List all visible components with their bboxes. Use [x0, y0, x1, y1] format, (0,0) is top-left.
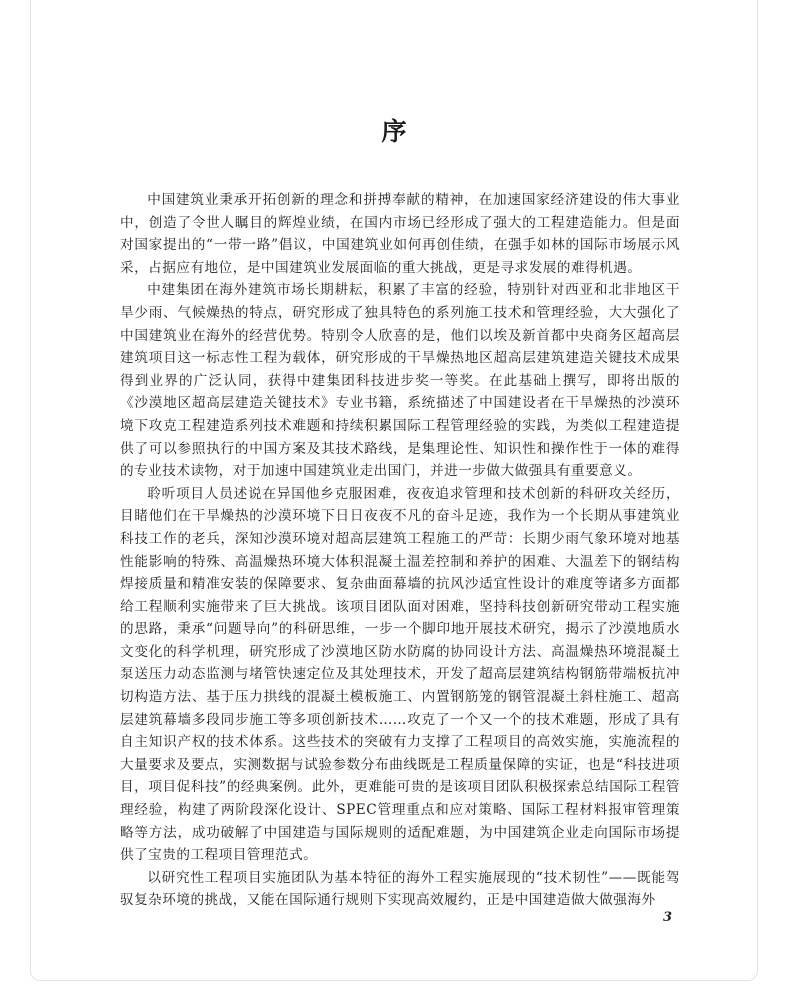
preface-body [120, 189, 680, 912]
paragraph-3: 聆听项目人员述说在异国他乡克服困难，夜夜追求管理和技术创新的科研攻关经历，目睹他们在干旱燥热的沙漠环境下日日夜夜不凡的奋斗足迹，我作为一个长期从事建筑业科技工作的老兵，深知沙漠环境对超高层建筑工程施工的严苛：长期少雨气象环境对地基性能影响的特殊、高温燥热环境大体积混凝土温差控制和养护的困难、大温差下的钢结构焊接质量和精准安装的保障要求、复杂曲面幕墙的抗风沙适宜性设计的难度等诸多方面都给工程顺利实施带来了巨大挑战。该项目团队面对困难，坚持科技创新研究带动工程实施的思路，秉承“问题导向”的科研思维，一步一个脚印地开展技术研究，揭示了沙漠地质水文变化的科学机理，研究形成了沙漠地区防水防腐的协同设计方法、高温燥热环境混凝土泵送压力动态监测与堵管快速定位及其处理技术，开发了超高层建筑结构钢筋带端板抗冲切构造方法、基于压力拱线的混凝土模板施工、内置钢筋笼的钢管混凝土斜柱施工、超高层建筑幕墙多段同步施工等多项创新技术……攻克了一个又一个的技术难题，形成了具有自主知识产权的技术体系。这些技术的突破有力支撑了工程项目的高效实施，实施流程的大量要求及要点，实测数据与试验参数分布曲线既是工程质量保障的实证，也是“科技进项目，项目促科技”的经典案例。此外，更难能可贵的是该项目团队积极探索总结国际工程管理经验，构建了两阶段深化设计、SPEC管理重点和应对策略、国际工程材料报审管理策略等方法，成功破解了中国建造与国际规则的适配难题，为中国建筑企业走向国际市场提供了宝贵的工程项目管理范式。 [120, 485, 680, 864]
paragraph-2: 中建集团在海外建筑市场长期耕耘，积累了丰富的经验，特别针对西亚和北非地区干旱少雨、气候燥热的特点，研究形成了独具特色的系列施工技术和管理经验，大大强化了中国建筑业在海外的经营优势。特别令人欣喜的是，他们以埃及新首都中央商务区超高层建筑项目这一标志性工程为载体，研究形成的干旱燥热地区超高层建筑建造关键技术成果得到业界的广泛认同，获得中建集团科技进步奖一等奖。在此基础上撰写，即将出版的《沙漠地区超高层建造关键技术》专业书籍，系统描述了中国建设者在干旱燥热的沙漠环境下攻克工程建造系列技术难题和持续积累国际工程管理经验的实践，为类似工程建造提供了可以参照执行的中国方案及其技术路线，是集理论性、知识性和操作性于一体的难得的专业技术读物，对于加速中国建筑业走出国门，并进一步做大做强具有重要意义。 [120, 282, 680, 480]
paragraph-1: 中国建筑业秉承开拓创新的理念和拼搏奉献的精神，在加速国家经济建设的伟大事业中，创造了令世人瞩目的辉煌业绩，在国内市场已经形成了强大的工程建造能力。但是面对国家提出的“一带一路”倡议，中国建筑业如何再创佳绩，在强手如林的国际市场展示风采，占据应有地位，是中国建筑业发展面临的重大挑战，更是寻求发展的难得机遇。 [120, 192, 680, 276]
page-number: 3 [662, 910, 672, 925]
paragraph-4: 以研究性工程项目实施团队为基本特征的海外工程实施展现的“技术韧性”——既能驾驭复杂环境的挑战，又能在国际通行规则下实现高效履约，正是中国建造做大做强海外 [120, 869, 680, 909]
page-title: 序 [381, 117, 409, 146]
